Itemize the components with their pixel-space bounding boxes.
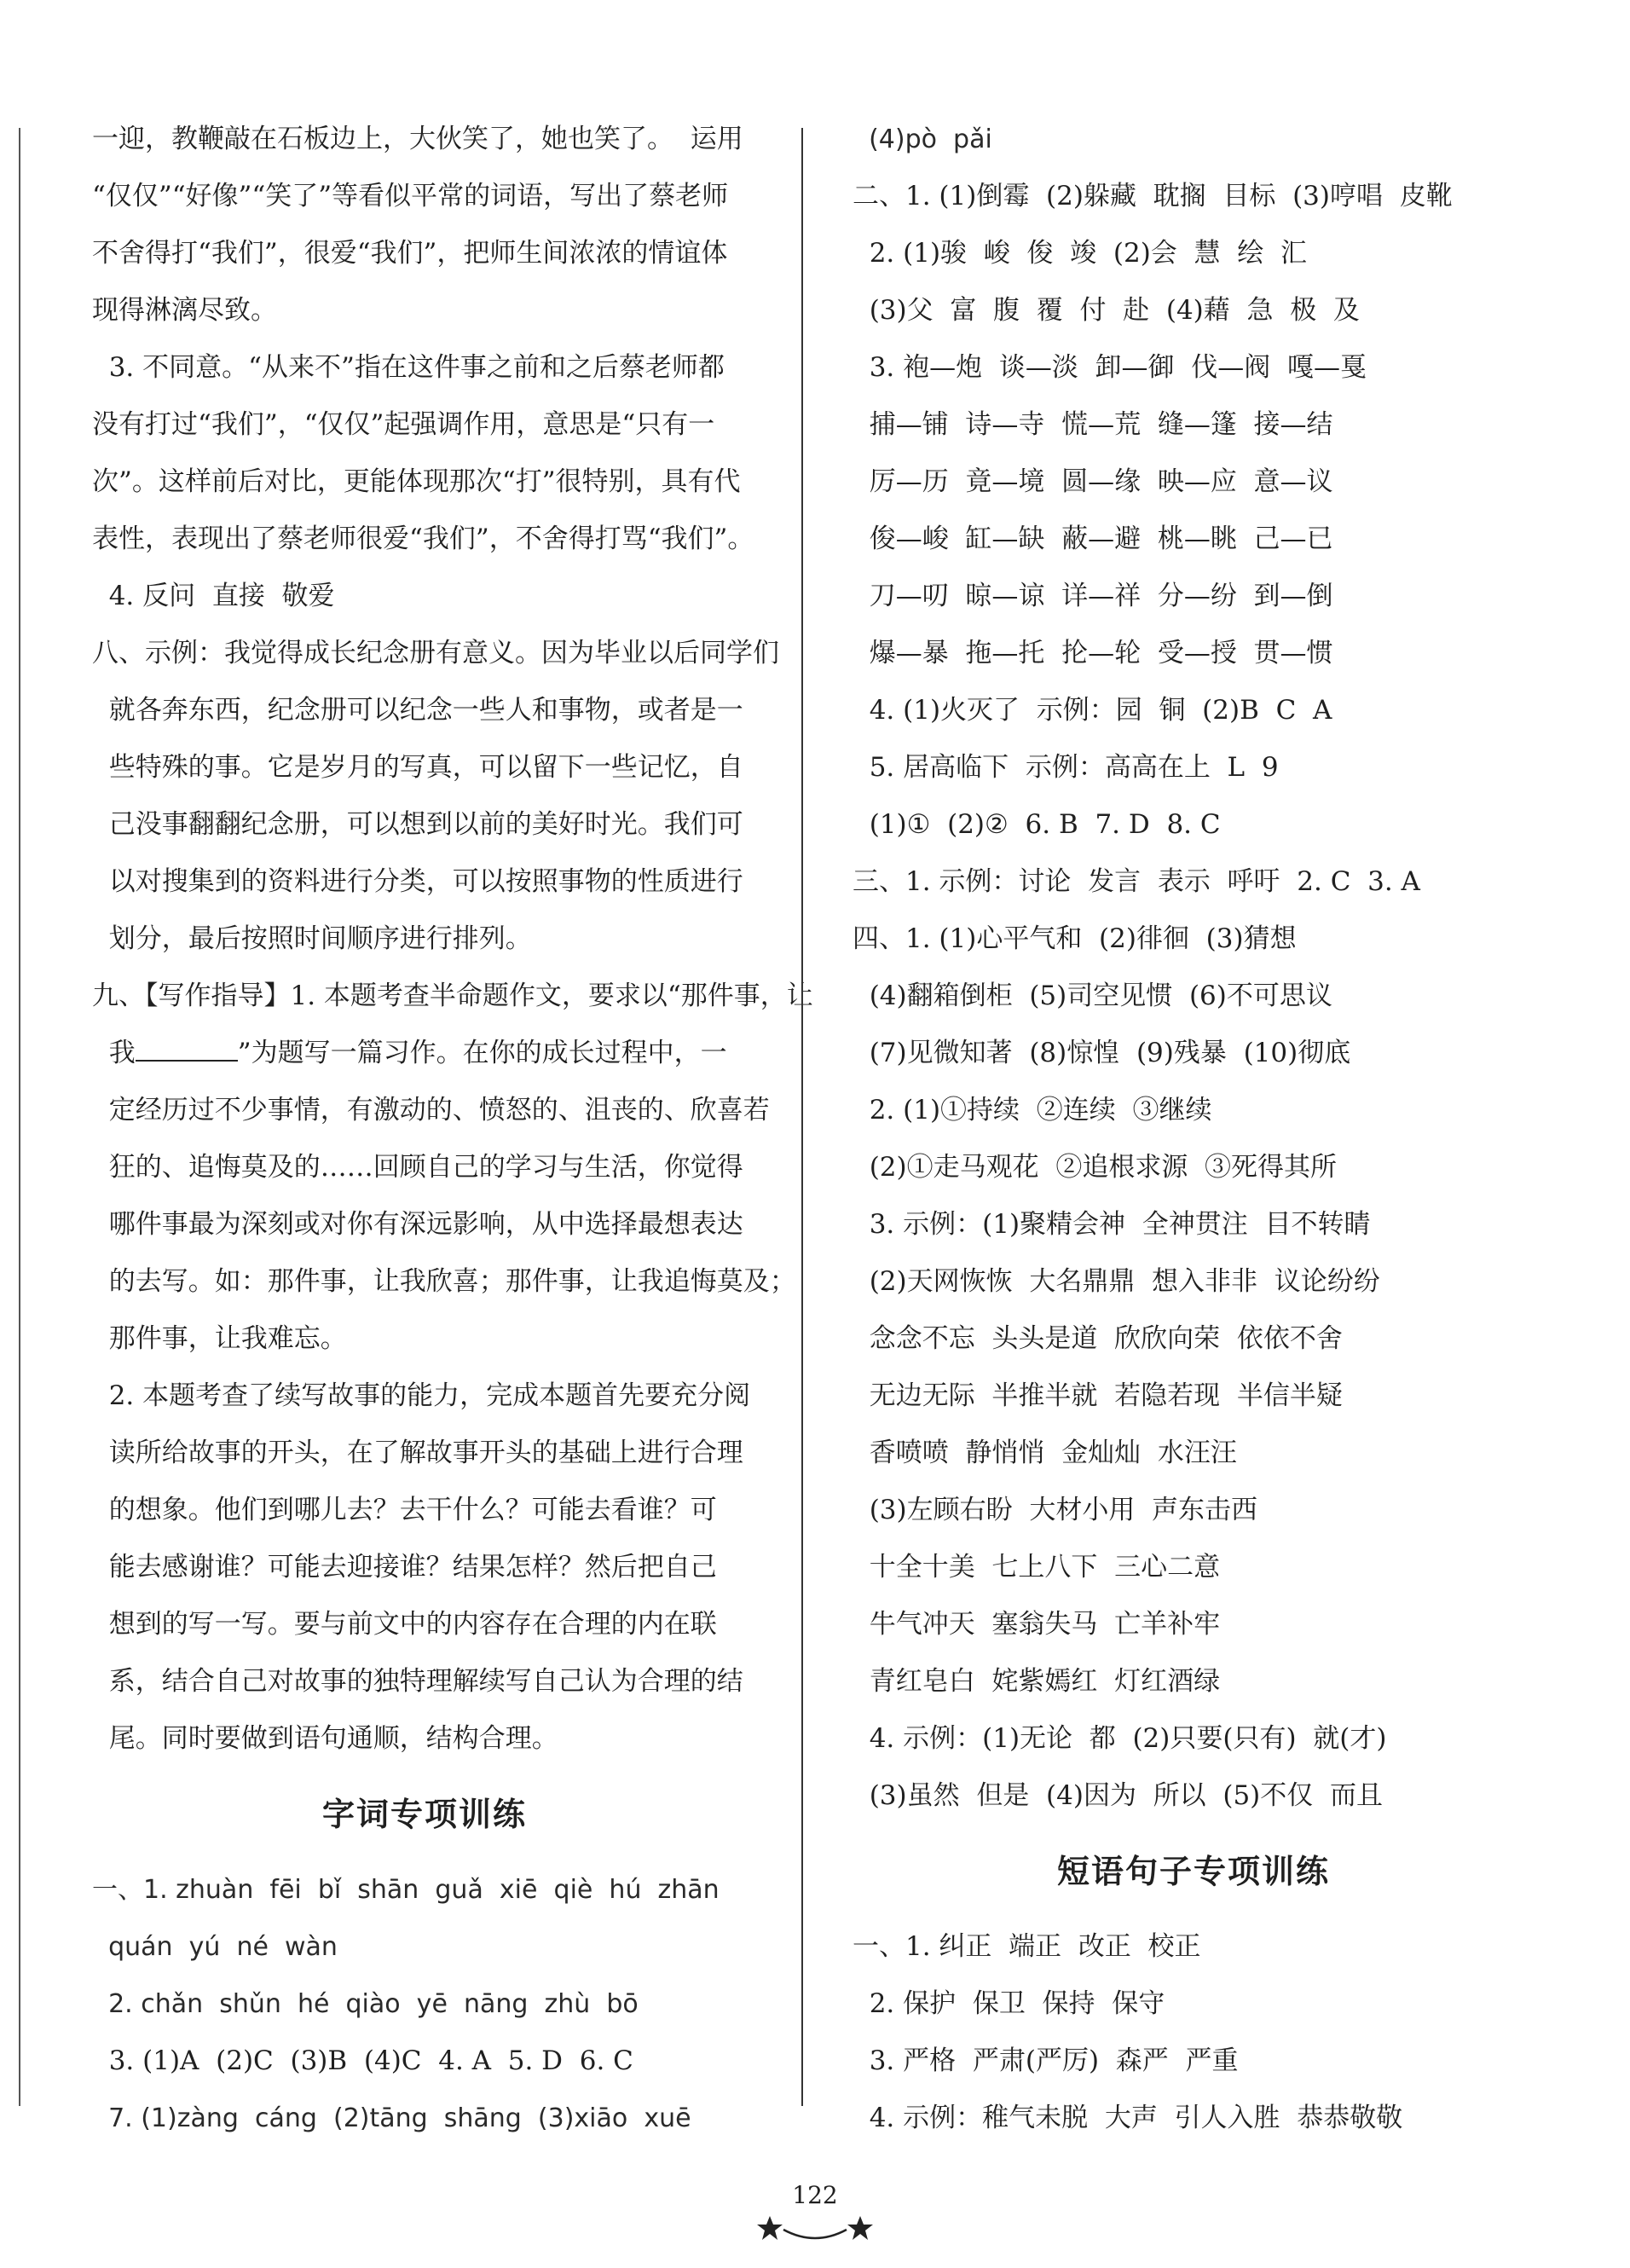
star-ornament-icon (751, 2213, 879, 2247)
text-line: 4. 反问 直接 敬爱 (92, 581, 335, 611)
left-text-block-b (92, 1082, 796, 1768)
left-column (92, 111, 813, 2147)
text-line: 系，结合自己对故事的独特理解续写自己认为合理的结 (92, 1666, 743, 1697)
right-column (853, 111, 1535, 2147)
text-line: 四、1. (1)心平气和 (2)徘徊 (3)猜想 (853, 923, 1297, 954)
text-line: 2. 本题考查了续写故事的能力，完成本题首先要充分阅 (92, 1380, 751, 1411)
text-line: 次”。这样前后对比，更能体现那次“打”很特别，具有代 (92, 466, 741, 497)
text-line: 尾。同时要做到语句通顺，结构合理。 (92, 1723, 558, 1754)
text-line: 定经历过不少事情，有激动的、愤怒的、沮丧的、欣喜若 (92, 1095, 770, 1125)
text-line: 现得淋漓尽致。 (92, 295, 277, 326)
text-line: 2. chǎn shǔn hé qiào yē nāng zhù bō (92, 1989, 639, 2019)
text-line: 无边无际 半推半就 若隐若现 半信半疑 (853, 1380, 1343, 1411)
section-heading-phrases: 短语句子专项训练 (1056, 1853, 1330, 1890)
text-line: 己没事翻翻纪念册，可以想到以前的美好时光。我们可 (92, 809, 743, 840)
text-line: 念念不忘 头头是道 欣欣向荣 依依不舍 (853, 1323, 1343, 1354)
text-line: 些特殊的事。它是岁月的写真，可以留下一些记忆，自 (92, 752, 743, 783)
text-line: 4. 示例：稚气未脱 大声 引人入胜 恭恭敬敬 (853, 2103, 1403, 2133)
text-line: 的想象。他们到哪儿去？去干什么？可能去看谁？可 (92, 1495, 717, 1525)
page-footer (0, 2181, 1630, 2249)
left-margin-rule (19, 128, 20, 2106)
page-number: 122 (792, 2181, 838, 2209)
right-text-block-a (853, 111, 1535, 1825)
text-line: (3)左顾右盼 大材小用 声东击西 (853, 1495, 1258, 1525)
blank-line (92, 1025, 757, 1082)
text-line: 3. 不同意。“从来不”指在这件事之前和之后蔡老师都 (92, 352, 725, 383)
text-line: 以对搜集到的资料进行分类，可以按照事物的性质进行 (92, 866, 743, 897)
text-line: 青红皂白 姹紫嫣红 灯红酒绿 (853, 1666, 1221, 1697)
text-line: 2. 保护 保卫 保持 保守 (853, 1988, 1165, 2019)
text-line: 俊—峻 缸—缺 蔽—避 桃—眺 己—已 (853, 524, 1333, 554)
text-line: (3)虽然 但是 (4)因为 所以 (5)不仅 而且 (853, 1780, 1383, 1811)
text-line: 3. 袍—炮 谈—淡 卸—御 伐—阀 嘎—戛 (853, 352, 1367, 383)
section-heading-vocab: 字词专项训练 (321, 1796, 527, 1833)
text-line: 能去感谢谁？可能去迎接谁？结果怎样？然后把自己 (92, 1552, 717, 1582)
fill-blank (136, 1036, 238, 1062)
text-line: quán yú né wàn (92, 1932, 338, 1962)
text-line: 二、1. (1)倒霉 (2)躲藏 耽搁 目标 (3)哼唱 皮靴 (853, 181, 1453, 211)
text-line: 2. (1)骏 峻 俊 竣 (2)会 慧 绘 汇 (853, 238, 1307, 269)
text-line: 一迎，教鞭敲在石板边上，大伙笑了，她也笑了。 运用 (92, 124, 743, 154)
text-line: 4. 示例：(1)无论 都 (2)只要(只有) 就(才) (853, 1723, 1387, 1754)
text-line: 读所给故事的开头，在了解故事开头的基础上进行合理 (92, 1438, 743, 1468)
left-text-block-c (92, 1861, 757, 2147)
blank-line-suffix: ”为题写一篇习作。在你的成长过程中，一 (237, 1038, 727, 1068)
text-line: 5. 居高临下 示例：高高在上 L 9 (853, 752, 1279, 783)
text-line: (1)① (2)② 6. B 7. D 8. C (853, 809, 1221, 840)
text-line: 3. 严格 严肃(严厉) 森严 严重 (853, 2045, 1239, 2076)
text-line: 一、1. 纠正 端正 改正 校正 (853, 1931, 1201, 1962)
text-line: 不舍得打“我们”，很爱“我们”，把师生间浓浓的情谊体 (92, 238, 728, 269)
column-divider (801, 128, 803, 2106)
text-line: 十全十美 七上八下 三心二意 (853, 1552, 1221, 1582)
text-line: 3. (1)A (2)C (3)B (4)C 4. A 5. D 6. C (92, 2045, 633, 2076)
text-line: 刀—叨 晾—谅 详—祥 分—纷 到—倒 (853, 581, 1333, 611)
right-text-block-b (853, 1918, 1535, 2147)
text-line: 表性，表现出了蔡老师很爱“我们”，不舍得打骂“我们”。 (92, 524, 754, 554)
blank-line-prefix: 我 (92, 1038, 136, 1068)
text-line: 3. 示例：(1)聚精会神 全神贯注 目不转睛 (853, 1209, 1371, 1240)
text-line: (3)父 富 腹 覆 付 赴 (4)藉 急 极 及 (853, 295, 1360, 326)
text-line: 捕—铺 诗—寺 慌—荒 缝—篷 接—结 (853, 409, 1333, 440)
text-line: 一、1. zhuàn fēi bǐ shān guǎ xiē qiè hú zhān (92, 1875, 720, 1905)
text-line: 爆—暴 拖—托 抡—轮 受—授 贯—惯 (853, 638, 1333, 668)
text-line: (4)pò pǎi (853, 124, 992, 154)
left-text-block-a (92, 111, 813, 1025)
text-line: (2)①走马观花 ②追根求源 ③死得其所 (853, 1152, 1338, 1183)
text-line: 哪件事最为深刻或对你有深远影响，从中选择最想表达 (92, 1209, 743, 1240)
text-line: 7. (1)zàng cáng (2)tāng shāng (3)xiāo xuē (92, 2103, 691, 2133)
text-line: 三、1. 示例：讨论 发言 表示 呼吁 2. C 3. A (853, 866, 1420, 897)
text-line: (2)天网恢恢 大名鼎鼎 想入非非 议论纷纷 (853, 1266, 1380, 1297)
text-line: 的去写。如：那件事，让我欣喜；那件事，让我追悔莫及； (92, 1266, 796, 1297)
text-line: “仅仅”“好像”“笑了”等看似平常的词语，写出了蔡老师 (92, 181, 729, 211)
text-line: 狂的、追悔莫及的……回顾自己的学习与生活，你觉得 (92, 1152, 743, 1183)
text-line: (7)见微知著 (8)惊惶 (9)残暴 (10)彻底 (853, 1038, 1351, 1068)
text-line: 4. (1)火灭了 示例：园 铜 (2)B C A (853, 695, 1332, 726)
text-line: 就各奔东西，纪念册可以纪念一些人和事物，或者是一 (92, 695, 743, 726)
text-line: 2. (1)①持续 ②连续 ③继续 (853, 1095, 1212, 1125)
text-line: 香喷喷 静悄悄 金灿灿 水汪汪 (853, 1438, 1237, 1468)
text-line: 那件事，让我难忘。 (92, 1323, 347, 1354)
text-line: 想到的写一写。要与前文中的内容存在合理的内在联 (92, 1609, 717, 1640)
text-line: 划分，最后按照时间顺序进行排列。 (92, 923, 532, 954)
text-line: 厉—历 竟—境 圆—缘 映—应 意—议 (853, 466, 1333, 497)
text-line: 九、【写作指导】1. 本题考查半命题作文，要求以“那件事，让 (92, 981, 813, 1011)
text-line: 八、示例：我觉得成长纪念册有意义。因为毕业以后同学们 (92, 638, 779, 668)
text-line: 牛气冲天 塞翁失马 亡羊补牢 (853, 1609, 1221, 1640)
text-line: 没有打过“我们”，“仅仅”起强调作用，意思是“只有一 (92, 409, 715, 440)
text-line: (4)翻箱倒柜 (5)司空见惯 (6)不可思议 (853, 981, 1332, 1011)
